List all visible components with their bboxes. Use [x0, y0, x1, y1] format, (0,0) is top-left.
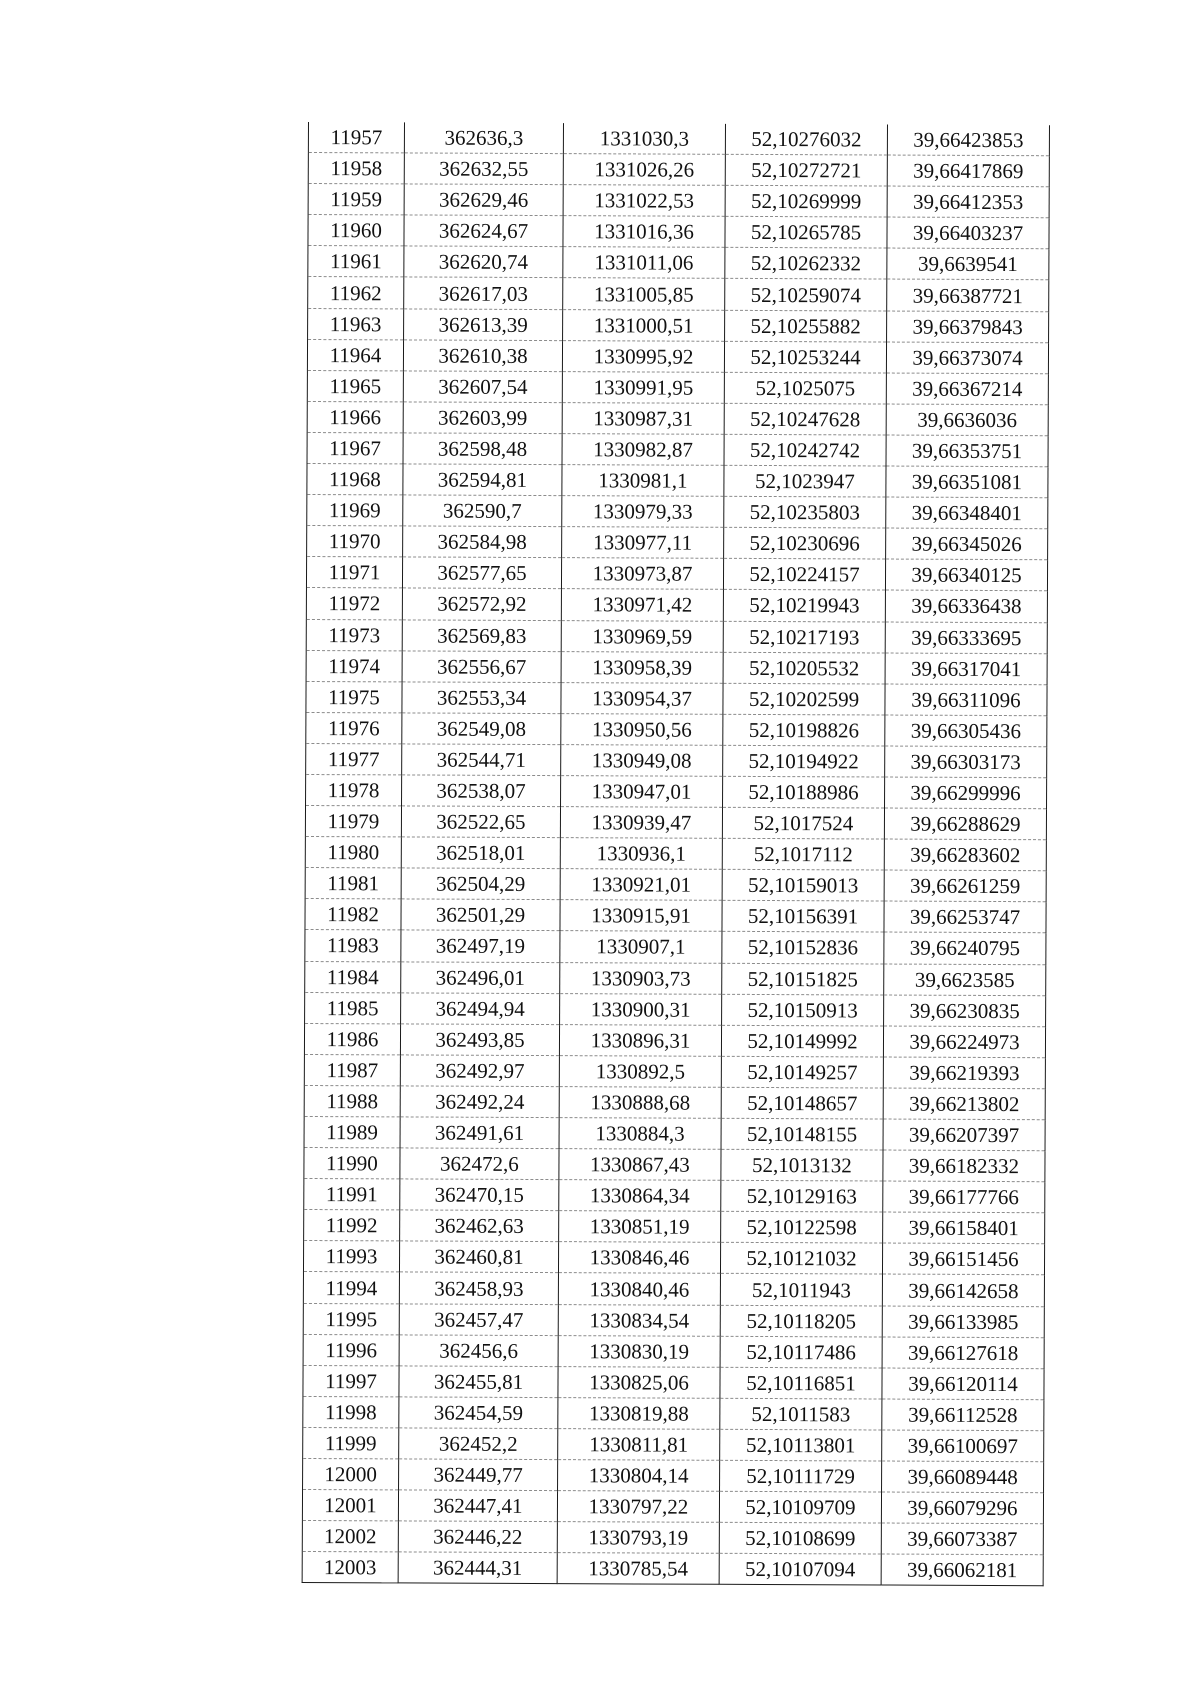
y-coordinate-cell: 1330797,22 [557, 1491, 719, 1523]
table-row [304, 1085, 1045, 1119]
point-number-cell: 11971 [306, 557, 402, 589]
longitude-cell: 39,66317041 [885, 653, 1047, 685]
point-number-cell: 11978 [306, 774, 402, 806]
y-coordinate-cell: 1330969,59 [561, 620, 723, 652]
longitude-cell: 39,66423853 [887, 125, 1049, 156]
point-number-cell: 12001 [302, 1490, 398, 1522]
x-coordinate-cell: 362636,3 [404, 122, 563, 153]
longitude-cell: 39,66120114 [882, 1368, 1044, 1400]
longitude-cell: 39,66299996 [885, 777, 1047, 809]
latitude-cell: 52,1011943 [720, 1274, 882, 1306]
latitude-cell: 52,10129163 [721, 1180, 883, 1212]
point-number-cell: 11979 [305, 806, 401, 838]
point-number-cell: 11966 [307, 401, 403, 433]
point-number-cell: 11960 [308, 215, 404, 247]
longitude-cell: 39,66340125 [885, 559, 1047, 591]
x-coordinate-cell: 362518,01 [401, 837, 560, 869]
y-coordinate-cell: 1330884,3 [559, 1118, 721, 1150]
latitude-cell: 52,1025075 [724, 372, 886, 404]
longitude-cell: 39,66261259 [884, 870, 1046, 902]
latitude-cell: 52,10156391 [722, 901, 884, 933]
longitude-cell: 39,66333695 [885, 622, 1047, 654]
y-coordinate-cell: 1330896,31 [559, 1024, 721, 1056]
point-number-cell: 11990 [304, 1148, 400, 1180]
longitude-cell: 39,66336438 [885, 590, 1047, 622]
table-row [302, 1521, 1043, 1555]
table-row [307, 401, 1048, 435]
longitude-cell: 39,66089448 [882, 1461, 1044, 1493]
y-coordinate-cell: 1330825,06 [558, 1366, 720, 1398]
longitude-cell: 39,66387721 [887, 279, 1049, 311]
longitude-cell: 39,66303173 [885, 746, 1047, 778]
table-row [302, 1490, 1043, 1524]
x-coordinate-cell: 362522,65 [401, 806, 560, 838]
table-row [305, 930, 1046, 964]
table-row [304, 1210, 1045, 1244]
x-coordinate-cell: 362549,08 [402, 713, 561, 745]
latitude-cell: 52,10121032 [720, 1243, 882, 1275]
x-coordinate-cell: 362572,92 [402, 588, 561, 620]
longitude-cell: 39,66348401 [886, 497, 1048, 529]
x-coordinate-cell: 362492,24 [400, 1086, 559, 1118]
point-number-cell: 11974 [306, 650, 402, 682]
point-number-cell: 11989 [304, 1116, 400, 1148]
table-row [306, 650, 1047, 684]
x-coordinate-cell: 362598,48 [403, 433, 562, 465]
x-coordinate-cell: 362620,74 [404, 246, 563, 278]
latitude-cell: 52,10235803 [724, 496, 886, 528]
y-coordinate-cell: 1330846,46 [558, 1242, 720, 1274]
x-coordinate-cell: 362607,54 [403, 371, 562, 403]
table-row [303, 1272, 1044, 1306]
table-row [308, 246, 1049, 280]
longitude-cell: 39,66151456 [882, 1243, 1044, 1275]
x-coordinate-cell: 362447,41 [398, 1490, 557, 1522]
table-row [305, 961, 1046, 995]
x-coordinate-cell: 362456,6 [399, 1335, 558, 1367]
point-number-cell: 11973 [306, 619, 402, 651]
y-coordinate-cell: 1330939,47 [560, 807, 722, 839]
x-coordinate-cell: 362472,6 [400, 1148, 559, 1180]
longitude-cell: 39,66112528 [882, 1399, 1044, 1431]
longitude-cell: 39,66305436 [885, 715, 1047, 747]
y-coordinate-cell: 1331026,26 [563, 154, 725, 186]
y-coordinate-cell: 1330921,01 [560, 869, 722, 901]
latitude-cell: 52,10149992 [721, 1025, 883, 1057]
point-number-cell: 11983 [305, 930, 401, 962]
table-row [303, 1241, 1044, 1275]
latitude-cell: 52,10247628 [724, 403, 886, 435]
longitude-cell: 39,66311096 [885, 684, 1047, 716]
longitude-cell: 39,6623585 [884, 964, 1046, 996]
longitude-cell: 39,66253747 [884, 901, 1046, 933]
latitude-cell: 52,10198826 [723, 714, 885, 746]
y-coordinate-cell: 1331022,53 [563, 185, 725, 217]
x-coordinate-cell: 362491,61 [400, 1117, 559, 1149]
y-coordinate-cell: 1330991,95 [562, 371, 724, 403]
table-row [308, 277, 1049, 311]
point-number-cell: 11958 [308, 153, 404, 185]
x-coordinate-cell: 362460,81 [399, 1241, 558, 1273]
table-row [308, 184, 1049, 218]
x-coordinate-cell: 362569,83 [402, 619, 561, 651]
x-coordinate-cell: 362590,7 [403, 495, 562, 527]
x-coordinate-cell: 362613,39 [404, 308, 563, 340]
longitude-cell: 39,66288629 [884, 808, 1046, 840]
point-number-cell: 11987 [304, 1054, 400, 1086]
table-row [307, 495, 1048, 529]
table-row [304, 1054, 1045, 1088]
table-row [308, 153, 1049, 187]
y-coordinate-cell: 1330973,87 [561, 558, 723, 590]
x-coordinate-cell: 362594,81 [403, 464, 562, 496]
latitude-cell: 52,1017524 [722, 807, 884, 839]
point-number-cell: 11981 [305, 868, 401, 900]
table-row [306, 774, 1047, 808]
y-coordinate-cell: 1330981,1 [562, 465, 724, 497]
longitude-cell: 39,66230835 [884, 995, 1046, 1027]
x-coordinate-cell: 362538,07 [402, 775, 561, 807]
longitude-cell: 39,66240795 [884, 932, 1046, 964]
latitude-cell: 52,10122598 [721, 1212, 883, 1244]
x-coordinate-cell: 362462,63 [400, 1210, 559, 1242]
y-coordinate-cell: 1331011,06 [563, 247, 725, 279]
latitude-cell: 52,10265785 [725, 217, 887, 249]
point-number-cell: 11959 [308, 184, 404, 216]
table-row [304, 1179, 1045, 1213]
x-coordinate-cell: 362544,71 [402, 744, 561, 776]
y-coordinate-cell: 1330950,56 [561, 713, 723, 745]
point-number-cell: 12000 [303, 1459, 399, 1491]
point-number-cell: 11972 [306, 588, 402, 620]
longitude-cell: 39,66219393 [883, 1057, 1045, 1089]
y-coordinate-cell: 1330834,54 [558, 1304, 720, 1336]
table-row [308, 215, 1049, 249]
y-coordinate-cell: 1330971,42 [561, 589, 723, 621]
point-number-cell: 11969 [307, 495, 403, 527]
table-row [303, 1303, 1044, 1337]
latitude-cell: 52,10276032 [725, 124, 887, 155]
latitude-cell: 52,1017112 [722, 838, 884, 870]
latitude-cell: 52,10108699 [719, 1523, 881, 1555]
longitude-cell: 39,66403237 [887, 217, 1049, 249]
latitude-cell: 52,10188986 [723, 776, 885, 808]
point-number-cell: 11992 [304, 1210, 400, 1242]
x-coordinate-cell: 362556,67 [402, 651, 561, 683]
x-coordinate-cell: 362449,77 [399, 1459, 558, 1491]
point-number-cell: 11995 [303, 1303, 399, 1335]
point-number-cell: 11962 [308, 277, 404, 309]
latitude-cell: 52,10113801 [720, 1429, 882, 1461]
longitude-cell: 39,66345026 [886, 528, 1048, 560]
longitude-cell: 39,66133985 [882, 1306, 1044, 1338]
y-coordinate-cell: 1330958,39 [561, 651, 723, 683]
longitude-cell: 39,66224973 [883, 1026, 1045, 1058]
y-coordinate-cell: 1331000,51 [563, 309, 725, 341]
y-coordinate-cell: 1330907,1 [560, 931, 722, 963]
y-coordinate-cell: 1330804,14 [558, 1460, 720, 1492]
y-coordinate-cell: 1330954,37 [561, 682, 723, 714]
table-row [303, 1365, 1044, 1399]
x-coordinate-cell: 362610,38 [403, 340, 562, 372]
table-row [304, 1023, 1045, 1057]
latitude-cell: 52,10109709 [719, 1491, 881, 1523]
x-coordinate-cell: 362632,55 [404, 153, 563, 185]
latitude-cell: 52,10159013 [722, 870, 884, 902]
point-number-cell: 11998 [303, 1396, 399, 1428]
y-coordinate-cell: 1330811,81 [558, 1429, 720, 1461]
y-coordinate-cell: 1330892,5 [559, 1055, 721, 1087]
latitude-cell: 52,10205532 [723, 652, 885, 684]
point-number-cell: 11963 [308, 308, 404, 340]
point-number-cell: 11991 [304, 1179, 400, 1211]
latitude-cell: 52,10151825 [722, 963, 884, 995]
longitude-cell: 39,66353751 [886, 435, 1048, 467]
point-number-cell: 11970 [307, 526, 403, 558]
point-number-cell: 11984 [305, 961, 401, 993]
table-row [306, 681, 1047, 715]
y-coordinate-cell: 1330987,31 [562, 402, 724, 434]
longitude-cell: 39,66182332 [883, 1150, 1045, 1182]
point-number-cell: 11994 [303, 1272, 399, 1304]
longitude-cell: 39,66177766 [883, 1181, 1045, 1213]
table-row [305, 899, 1046, 933]
table-row [303, 1427, 1044, 1461]
longitude-cell: 39,66100697 [882, 1430, 1044, 1462]
table-row [306, 557, 1047, 591]
table-row [306, 588, 1047, 622]
table-row [307, 526, 1048, 560]
y-coordinate-cell: 1331005,85 [563, 278, 725, 310]
point-number-cell: 12002 [302, 1521, 398, 1553]
latitude-cell: 52,10255882 [725, 310, 887, 342]
y-coordinate-cell: 1330903,73 [560, 962, 722, 994]
table-body [302, 122, 1049, 1586]
longitude-cell: 39,66142658 [882, 1274, 1044, 1306]
table-row [308, 122, 1049, 156]
point-number-cell: 11988 [304, 1085, 400, 1117]
table-row [305, 992, 1046, 1026]
point-number-cell: 11965 [307, 370, 403, 402]
x-coordinate-cell: 362452,2 [399, 1428, 558, 1460]
x-coordinate-cell: 362446,22 [398, 1521, 557, 1553]
table-row [306, 619, 1047, 653]
latitude-cell: 52,10242742 [724, 434, 886, 466]
table-row [303, 1334, 1044, 1368]
point-number-cell: 11985 [305, 992, 401, 1024]
x-coordinate-cell: 362454,59 [399, 1397, 558, 1429]
longitude-cell: 39,66379843 [887, 311, 1049, 343]
latitude-cell: 52,10149257 [721, 1056, 883, 1088]
longitude-cell: 39,66207397 [883, 1119, 1045, 1151]
table-row [306, 712, 1047, 746]
longitude-cell: 39,66079296 [881, 1492, 1043, 1524]
table-row [307, 370, 1048, 404]
x-coordinate-cell: 362494,94 [401, 993, 560, 1025]
y-coordinate-cell: 1330949,08 [561, 744, 723, 776]
point-number-cell: 11986 [304, 1023, 400, 1055]
longitude-cell: 39,66213802 [883, 1088, 1045, 1120]
y-coordinate-cell: 1330830,19 [558, 1335, 720, 1367]
table-row [305, 806, 1046, 840]
point-number-cell: 11980 [305, 837, 401, 869]
latitude-cell: 52,10148657 [721, 1087, 883, 1119]
y-coordinate-cell: 1330867,43 [559, 1149, 721, 1181]
y-coordinate-cell: 1330915,91 [560, 900, 722, 932]
point-number-cell: 11964 [307, 339, 403, 371]
table-row [307, 432, 1048, 466]
latitude-cell: 52,10116851 [720, 1367, 882, 1399]
longitude-cell: 39,66127618 [882, 1337, 1044, 1369]
table-row [304, 1148, 1045, 1182]
x-coordinate-cell: 362553,34 [402, 682, 561, 714]
longitude-cell: 39,6639541 [887, 248, 1049, 280]
latitude-cell: 52,10111729 [720, 1460, 882, 1492]
table-row [305, 868, 1046, 902]
point-number-cell: 11977 [306, 743, 402, 775]
y-coordinate-cell: 1330864,34 [559, 1180, 721, 1212]
latitude-cell: 52,10117486 [720, 1336, 882, 1368]
point-number-cell: 11993 [303, 1241, 399, 1273]
point-number-cell: 11957 [308, 122, 404, 153]
latitude-cell: 52,10262332 [725, 248, 887, 280]
y-coordinate-cell: 1330982,87 [562, 434, 724, 466]
latitude-cell: 52,10194922 [723, 745, 885, 777]
latitude-cell: 52,10107094 [719, 1554, 881, 1586]
y-coordinate-cell: 1330819,88 [558, 1397, 720, 1429]
y-coordinate-cell: 1330977,11 [562, 527, 724, 559]
latitude-cell: 52,1023947 [724, 465, 886, 497]
x-coordinate-cell: 362457,47 [399, 1303, 558, 1335]
table-row [307, 339, 1048, 373]
longitude-cell: 39,66412353 [887, 186, 1049, 218]
latitude-cell: 52,1013132 [721, 1149, 883, 1181]
y-coordinate-cell: 1330851,19 [559, 1211, 721, 1243]
latitude-cell: 52,10152836 [722, 932, 884, 964]
x-coordinate-cell: 362470,15 [400, 1179, 559, 1211]
coordinates-table [302, 122, 1050, 1587]
longitude-cell: 39,66062181 [881, 1554, 1043, 1586]
point-number-cell: 11999 [303, 1427, 399, 1459]
point-number-cell: 11967 [307, 432, 403, 464]
latitude-cell: 52,10118205 [720, 1305, 882, 1337]
latitude-cell: 52,10253244 [724, 341, 886, 373]
x-coordinate-cell: 362617,03 [404, 277, 563, 309]
x-coordinate-cell: 362584,98 [403, 526, 562, 558]
latitude-cell: 52,1011583 [720, 1398, 882, 1430]
longitude-cell: 39,66373074 [886, 342, 1048, 374]
point-number-cell: 11961 [308, 246, 404, 278]
x-coordinate-cell: 362504,29 [401, 868, 560, 900]
x-coordinate-cell: 362493,85 [400, 1024, 559, 1056]
latitude-cell: 52,10224157 [723, 559, 885, 591]
table-row [308, 308, 1049, 342]
y-coordinate-cell: 1330888,68 [559, 1087, 721, 1119]
table-row [302, 1552, 1043, 1586]
table-row [303, 1396, 1044, 1430]
y-coordinate-cell: 1330979,33 [562, 496, 724, 528]
y-coordinate-cell: 1330793,19 [557, 1522, 719, 1554]
y-coordinate-cell: 1330947,01 [561, 776, 723, 808]
y-coordinate-cell: 1331030,3 [563, 123, 725, 154]
latitude-cell: 52,10219943 [723, 590, 885, 622]
y-coordinate-cell: 1331016,36 [563, 216, 725, 248]
longitude-cell: 39,66417869 [887, 155, 1049, 187]
x-coordinate-cell: 362497,19 [401, 930, 560, 962]
point-number-cell: 12003 [302, 1552, 398, 1584]
longitude-cell: 39,66158401 [883, 1212, 1045, 1244]
longitude-cell: 39,66283602 [884, 839, 1046, 871]
point-number-cell: 11982 [305, 899, 401, 931]
x-coordinate-cell: 362624,67 [404, 215, 563, 247]
longitude-cell: 39,66367214 [886, 373, 1048, 405]
table-row [306, 743, 1047, 777]
table-row [304, 1116, 1045, 1150]
latitude-cell: 52,10148155 [721, 1118, 883, 1150]
latitude-cell: 52,10230696 [724, 528, 886, 560]
y-coordinate-cell: 1330936,1 [560, 838, 722, 870]
latitude-cell: 52,10272721 [725, 154, 887, 186]
y-coordinate-cell: 1330785,54 [557, 1553, 719, 1585]
longitude-cell: 39,66351081 [886, 466, 1048, 498]
latitude-cell: 52,10150913 [722, 994, 884, 1026]
point-number-cell: 11997 [303, 1365, 399, 1397]
x-coordinate-cell: 362577,65 [402, 557, 561, 589]
table-row [307, 464, 1048, 498]
x-coordinate-cell: 362496,01 [401, 961, 560, 993]
point-number-cell: 11968 [307, 464, 403, 496]
longitude-cell: 39,6636036 [886, 404, 1048, 436]
y-coordinate-cell: 1330900,31 [560, 993, 722, 1025]
point-number-cell: 11976 [306, 712, 402, 744]
x-coordinate-cell: 362492,97 [400, 1055, 559, 1087]
x-coordinate-cell: 362458,93 [399, 1272, 558, 1304]
latitude-cell: 52,10269999 [725, 186, 887, 218]
y-coordinate-cell: 1330995,92 [562, 340, 724, 372]
table-row [305, 837, 1046, 871]
latitude-cell: 52,10217193 [723, 621, 885, 653]
point-number-cell: 11996 [303, 1334, 399, 1366]
x-coordinate-cell: 362501,29 [401, 899, 560, 931]
longitude-cell: 39,66073387 [881, 1523, 1043, 1555]
table-row [303, 1459, 1044, 1493]
x-coordinate-cell: 362455,81 [399, 1366, 558, 1398]
x-coordinate-cell: 362603,99 [403, 402, 562, 434]
point-number-cell: 11975 [306, 681, 402, 713]
latitude-cell: 52,10202599 [723, 683, 885, 715]
x-coordinate-cell: 362444,31 [398, 1552, 557, 1584]
latitude-cell: 52,10259074 [725, 279, 887, 311]
x-coordinate-cell: 362629,46 [404, 184, 563, 216]
y-coordinate-cell: 1330840,46 [558, 1273, 720, 1305]
